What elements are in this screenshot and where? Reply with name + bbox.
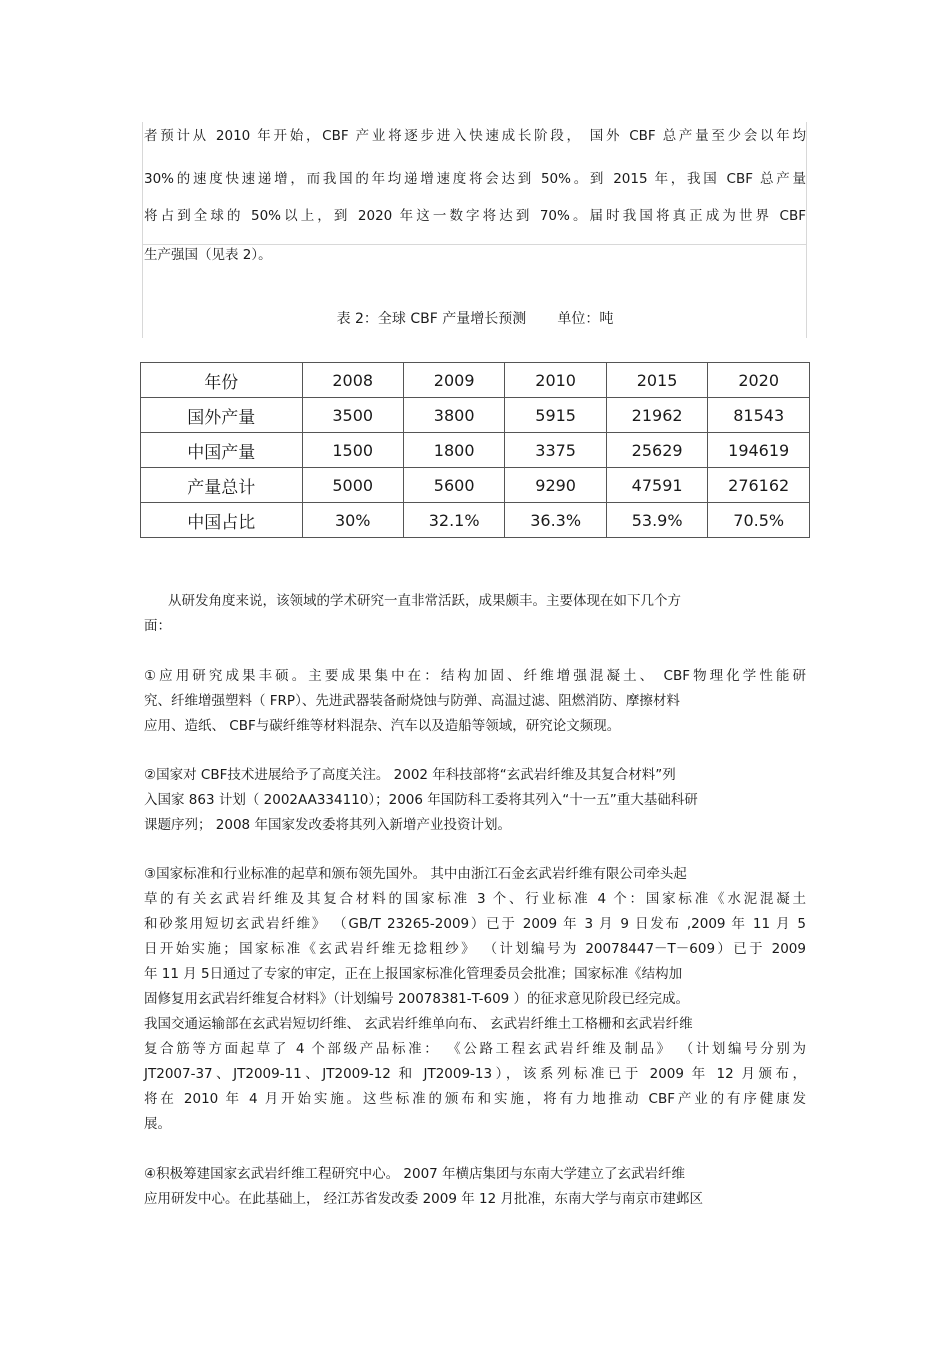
table-cell: 9290	[505, 468, 606, 503]
table-cell: 5600	[403, 468, 504, 503]
table-header-cell: 年份	[141, 363, 303, 398]
paragraph-line: 我国交通运输部在玄武岩短切纤维、 玄武岩纤维单向布、 玄武岩纤维土工格栅和玄武岩纤维	[144, 1016, 693, 1032]
intro-line: 生产强国（见表 2）。	[144, 247, 272, 263]
intro-line: 将占到全球的 50%以上，到 2020 年这一数字将达到 70%。届时我国将真正成为世界 CBF	[144, 208, 806, 224]
table-cell: 81543	[708, 398, 810, 433]
table-cell: 70.5%	[708, 503, 810, 538]
paragraph-line: 复合筋等方面起草了 4 个部级产品标准： 《公路工程玄武岩纤维及制品》 （计划编号分别为	[144, 1041, 806, 1057]
table-cell: 1800	[403, 433, 504, 468]
table-row-label: 中国产量	[141, 433, 303, 468]
production-forecast-table	[140, 362, 810, 538]
paragraph-line: ①应用研究成果丰硕。主要成果集中在：结构加固、纤维增强混凝土、 CBF物理化学性能研	[144, 668, 806, 684]
table-cell: 36.3%	[505, 503, 606, 538]
table-cell: 25629	[606, 433, 707, 468]
table-row-label: 产量总计	[141, 468, 303, 503]
scan-border-right	[806, 122, 807, 338]
paragraph-line: 草的有关玄武岩纤维及其复合材料的国家标准 3 个、行业标准 4 个：国家标准《水泥混凝土	[144, 891, 806, 907]
paragraph-line: ③国家标准和行业标准的起草和颁布领先国外。 其中由浙江石金玄武岩纤维有限公司牵头起	[144, 866, 687, 882]
paragraph-line: ④积极筹建国家玄武岩纤维工程研究中心。 2007 年横店集团与东南大学建立了玄武岩纤维	[144, 1166, 686, 1182]
paragraph-line: 应用研发中心。在此基础上， 经江苏省发改委 2009 年 12 月批准，东南大学与南京市建邺区	[144, 1191, 703, 1207]
table-caption: 表 2：全球 CBF 产量增长预测 单位：吨	[336, 311, 614, 327]
table-cell: 3500	[302, 398, 403, 433]
paragraph-line: 课题序列； 2008 年国家发改委将其列入新增产业投资计划。	[144, 817, 511, 833]
intro-line: 者预计从 2010 年开始，CBF 产业将逐步进入快速成长阶段， 国外 CBF 总产量至少会以年均	[144, 128, 806, 144]
table-cell: 5915	[505, 398, 606, 433]
paragraph-line: 面：	[144, 618, 171, 634]
table-row-label: 国外产量	[141, 398, 303, 433]
paragraph-line: 应用、造纸、 CBF与碳纤维等材料混杂、汽车以及造船等领域，研究论文频现。	[144, 718, 621, 734]
paragraph-line: 入国家 863 计划（ 2002AA334110）；2006 年国防科工委将其列入“十一五”重大基础科研	[144, 792, 698, 808]
paragraph-line: 和砂浆用短切玄武岩纤维》 （GB/T 23265-2009）已于 2009 年 3 月 9 日发布 ,2009 年 11 月 5	[144, 916, 806, 932]
table-row-label: 中国占比	[141, 503, 303, 538]
table-cell: 32.1%	[403, 503, 504, 538]
paragraph-line: 年 11 月 5日通过了专家的审定，正在上报国家标准化管理委员会批准；国家标准《结构加	[144, 966, 683, 982]
paragraph-line: 从研发角度来说，该领域的学术研究一直非常活跃，成果颇丰。主要体现在如下几个方	[168, 593, 681, 609]
table-cell: 3800	[403, 398, 504, 433]
table-cell: 276162	[708, 468, 810, 503]
table-row	[141, 398, 810, 433]
paragraph-line: 将在 2010 年 4 月开始实施。这些标准的颁布和实施，将有力地推动 CBF产业的有序健康发	[144, 1091, 806, 1107]
table-cell: 53.9%	[606, 503, 707, 538]
table-cell: 21962	[606, 398, 707, 433]
table-header-cell: 2009	[403, 363, 504, 398]
table-header-cell: 2015	[606, 363, 707, 398]
table-cell: 3375	[505, 433, 606, 468]
table-row	[141, 468, 810, 503]
paragraph-line: JT2007-37、JT2009-11、JT2009-12 和 JT2009-13），该系列标准已于 2009 年 12 月颁布，	[144, 1066, 806, 1082]
table-cell: 47591	[606, 468, 707, 503]
table-header-cell: 2008	[302, 363, 403, 398]
intro-line: 30%的速度快速递增，而我国的年均递增速度将会达到 50%。到 2015 年，我国 CBF 总产量	[144, 171, 806, 187]
table-row	[141, 433, 810, 468]
table-cell: 30%	[302, 503, 403, 538]
scan-border-rule	[142, 244, 807, 245]
table-header-cell: 2010	[505, 363, 606, 398]
scan-border-left	[142, 122, 143, 338]
table-row	[141, 503, 810, 538]
paragraph-line: 展。	[144, 1116, 171, 1132]
table-cell: 5000	[302, 468, 403, 503]
paragraph-line: ②国家对 CBF技术进展给予了高度关注。 2002 年科技部将“玄武岩纤维及其复合材料”列	[144, 767, 676, 783]
table-cell: 194619	[708, 433, 810, 468]
paragraph-line: 究、纤维增强塑料（ FRP）、先进武器装备耐烧蚀与防弹、高温过滤、阻燃消防、摩擦材料	[144, 693, 680, 709]
table-header-row	[141, 363, 810, 398]
table-cell: 1500	[302, 433, 403, 468]
table-header-cell: 2020	[708, 363, 810, 398]
paragraph-line: 日开始实施；国家标准《玄武岩纤维无捻粗纱》 （计划编号为 20078447－T－609）已于 2009	[144, 941, 806, 957]
paragraph-line: 固修复用玄武岩纤维复合材料》（计划编号 20078381-T-609 ）的征求意见阶段已经完成。	[144, 991, 690, 1007]
